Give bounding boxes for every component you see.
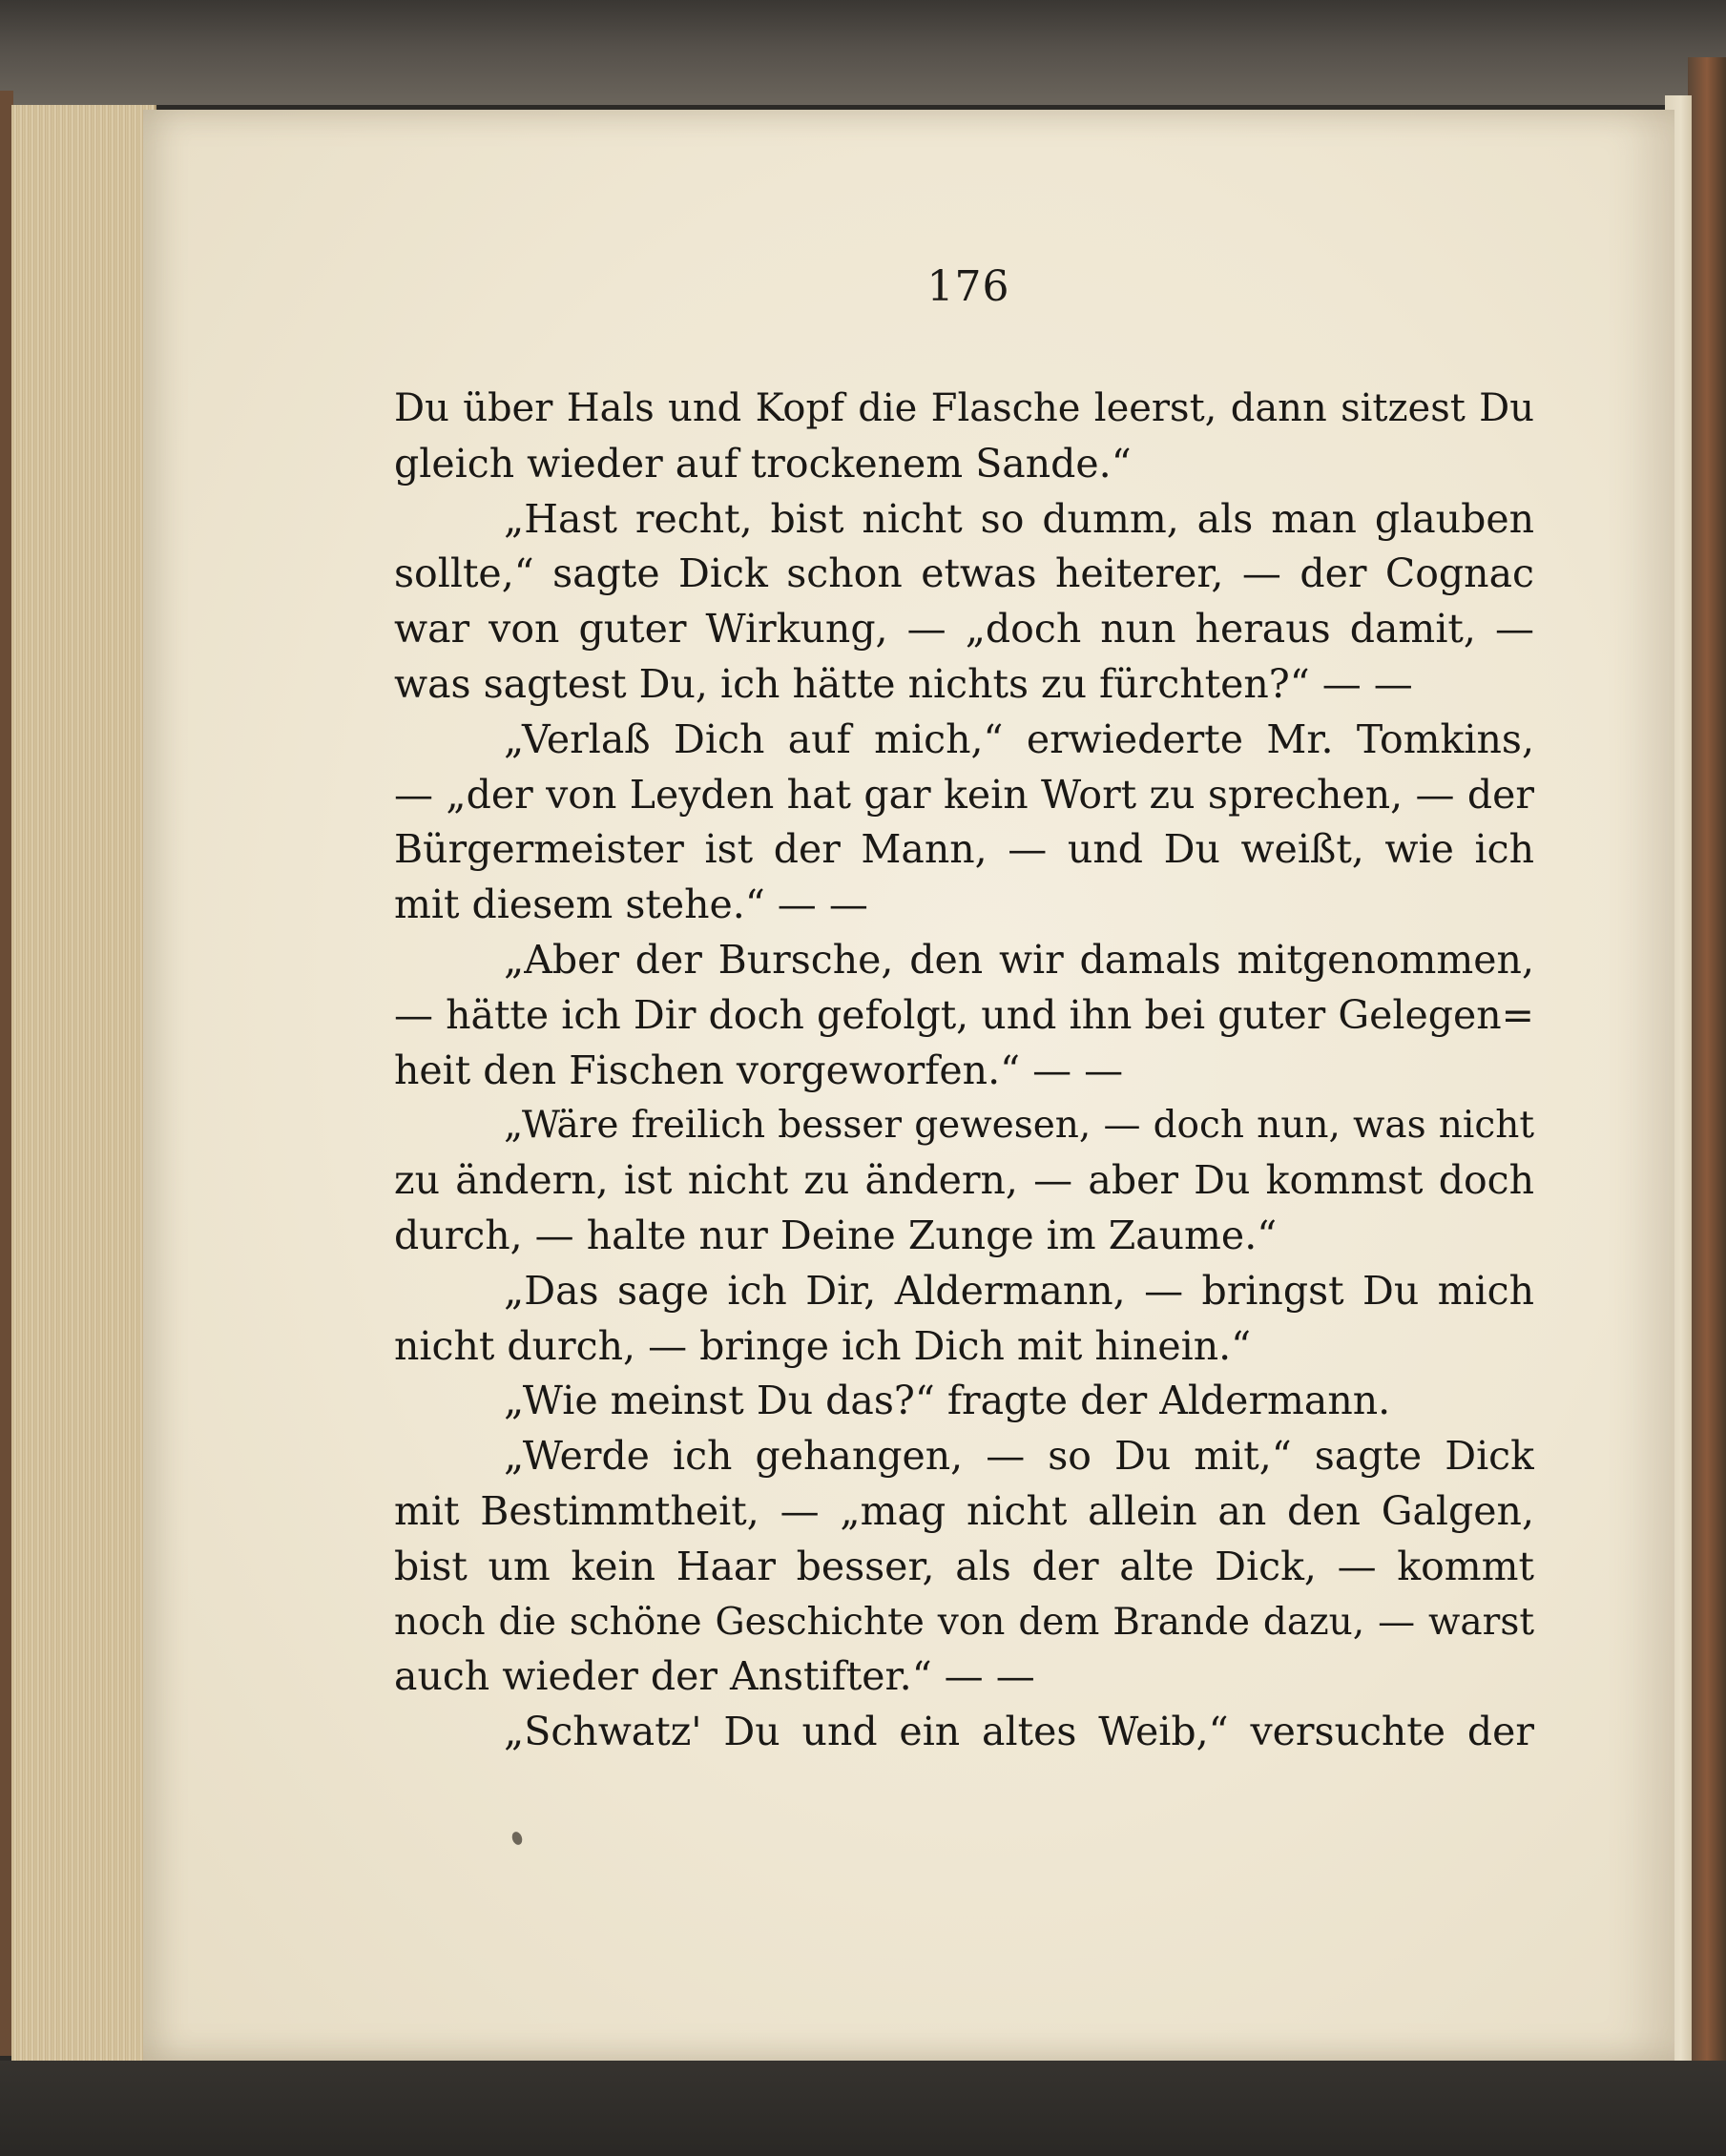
- text-line: — hätte ich Dir doch gefolgt, und ihn bei guter Gelegen=: [394, 991, 1534, 1038]
- text-line: zu ändern, ist nicht zu ändern, — aber Du kommst doch: [394, 1157, 1534, 1204]
- text-line: heit den Fischen vorgeworfen.“ — —: [394, 1047, 1124, 1093]
- text-line: „Schwatz' Du und ein altes Weib,“ versuchte der: [504, 1709, 1534, 1755]
- text-line: durch, — halte nur Deine Zunge im Zaume.“: [394, 1212, 1278, 1258]
- text-line: „Wie meinst Du das?“ fragte der Aldermann.: [504, 1378, 1391, 1424]
- page-text-block: [394, 382, 1534, 1760]
- text-line: mit diesem stehe.“ — —: [394, 881, 868, 928]
- text-line: „Wäre freilich besser gewesen, — doch nun, was nicht: [504, 1104, 1534, 1148]
- text-line: was sagtest Du, ich hätte nichts zu fürchten?“ — —: [394, 660, 1413, 707]
- text-line: war von guter Wirkung, — „doch nun heraus damit, —: [394, 606, 1534, 653]
- text-line: nicht durch, — bringe ich Dich mit hinein.“: [394, 1322, 1252, 1369]
- page-number: 176: [926, 262, 1010, 311]
- book-binding-bottom: [0, 2061, 1726, 2156]
- text-line: Bürgermeister ist der Mann, — und Du weißt, wie ich: [394, 826, 1534, 873]
- text-line: „Werde ich gehangen, — so Du mit,“ sagte Dick: [504, 1433, 1534, 1480]
- text-line: auch wieder der Anstifter.“ — —: [394, 1653, 1035, 1700]
- page-edges-stack: [11, 105, 156, 2065]
- text-line: gleich wieder auf trockenem Sande.“: [394, 440, 1132, 487]
- book-cover-right-edge: [1688, 57, 1726, 2061]
- text-line: „Hast recht, bist nicht so dumm, als man glauben: [504, 495, 1534, 542]
- text-line: „Aber der Bursche, den wir damals mitgenommen,: [504, 936, 1534, 983]
- book-binding-top: [0, 0, 1726, 105]
- text-line: sollte,“ sagte Dick schon etwas heiterer, — der Cognac: [394, 550, 1534, 597]
- text-line: bist um kein Haar besser, als der alte Dick, — kommt: [394, 1543, 1534, 1589]
- text-line: „Verlaß Dich auf mich,“ erwiederte Mr. Tomkins,: [504, 715, 1534, 762]
- text-line: Du über Hals und Kopf die Flasche leerst, dann sitzest Du: [394, 386, 1534, 430]
- text-line: noch die schöne Geschichte von dem Brande dazu, — warst: [394, 1600, 1534, 1644]
- text-line: mit Bestimmtheit, — „mag nicht allein an den Galgen,: [394, 1487, 1534, 1534]
- text-line: — „der von Leyden hat gar kein Wort zu sprechen, — der: [394, 771, 1534, 818]
- text-line: „Das sage ich Dir, Aldermann, — bringst Du mich: [504, 1267, 1534, 1314]
